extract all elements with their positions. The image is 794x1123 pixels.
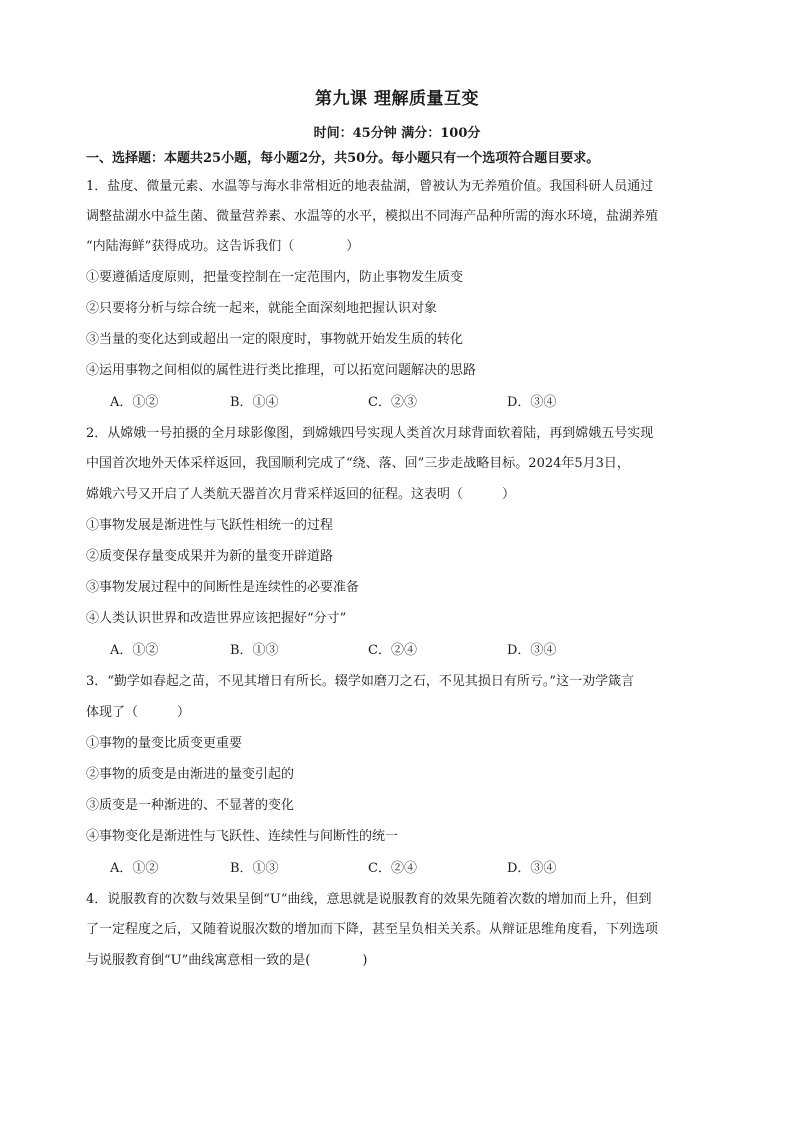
question-2-text: 嫦娥六号又开启了人类航天器首次月背采样返回的征程。这表明（ ） xyxy=(86,487,516,502)
question-3-text: 3．“勤学如春起之苗，不见其增日有所长。辍学如磨刀之石，不见其损日有所亏。”这一劝学箴言 xyxy=(86,674,635,689)
question-1-statement: ③当量的变化达到或超出一定的限度时，事物就开始发生质的转化 xyxy=(86,332,464,347)
exam-info: 时间：45分钟 满分：100分 xyxy=(313,126,481,141)
question-2-option-d: D．③④ xyxy=(507,643,557,658)
question-3-statement: ①事物的量变比质变更重要 xyxy=(86,736,243,751)
question-3-text: 体现了（ ） xyxy=(86,705,191,720)
question-3-option-c: C．②④ xyxy=(368,861,417,876)
question-1-statement: ④运用事物之间相似的属性进行类比推理，可以拓宽问题解决的思路 xyxy=(86,363,477,378)
question-1-text: “内陆海鲜”获得成功。这告诉我们（ ） xyxy=(86,239,360,254)
question-2-option-b: B．①③ xyxy=(230,643,279,658)
question-2-statement: ①事物发展是渐进性与飞跃性相统一的过程 xyxy=(86,518,334,533)
question-1-option-c: C．②③ xyxy=(368,395,417,410)
question-4-text: 了一定程度之后，又随着说服次数的增加而下降，甚至呈负相关关系。从辩证思维角度看，下列选项 xyxy=(86,922,659,937)
question-2-statement: ③事物发展过程中的间断性是连续性的必要准备 xyxy=(86,580,360,595)
question-3-statement: ②事物的质变是由渐进的量变引起的 xyxy=(86,767,295,782)
question-1-option-d: D．③④ xyxy=(507,395,557,410)
question-2-statement: ④人类认识世界和改造世界应该把握好“分寸” xyxy=(86,611,347,626)
question-3-option-b: B．①③ xyxy=(230,861,279,876)
question-1-statement: ②只要将分析与综合统一起来，就能全面深刻地把握认识对象 xyxy=(86,301,438,316)
question-1-statement: ①要遵循适度原则，把量变控制在一定范围内，防止事物发生质变 xyxy=(86,270,464,285)
question-4-text: 与说服教育倒“U”曲线寓意相一致的是( ) xyxy=(86,953,368,968)
question-2-text: 2．从嫦娥一号拍摄的全月球影像图，到嫦娥四号实现人类首次月球背面软着陆，再到嫦娥五号实现 xyxy=(86,426,654,441)
question-3-option-a: A．①② xyxy=(110,861,159,876)
question-4-text: 4．说服教育的次数与效果呈倒“U”曲线，意思就是说服教育的效果先随着次数的增加而上升，但到 xyxy=(86,892,652,907)
page-title: 第九课 理解质量互变 xyxy=(315,89,479,109)
question-3-statement: ③质变是一种渐进的、不显著的变化 xyxy=(86,798,295,813)
section-heading: 一、选择题：本题共25小题，每小题2分，共50分。每小题只有一个选项符合题目要求。 xyxy=(86,151,600,166)
question-2-text: 中国首次地外天体采样返回，我国顺利完成了“绕、落、回”三步走战略目标。2024年5月3日， xyxy=(86,456,630,471)
question-1-text: 1．盐度、微量元素、水温等与海水非常相近的地表盐湖，曾被认为无养殖价值。我国科研人员通过 xyxy=(86,179,654,194)
question-1-text: 调整盐湖水中益生菌、微量营养素、水温等的水平，模拟出不同海产品种所需的海水环境，盐湖养殖 xyxy=(86,209,659,224)
question-1-option-b: B．①④ xyxy=(230,395,279,410)
question-2-statement: ②质变保存量变成果并为新的量变开辟道路 xyxy=(86,549,334,564)
question-3-option-d: D．③④ xyxy=(507,861,557,876)
question-1-option-a: A．①② xyxy=(110,395,159,410)
question-2-option-c: C．②④ xyxy=(368,643,417,658)
question-3-statement: ④事物变化是渐进性与飞跃性、连续性与间断性的统一 xyxy=(86,829,399,844)
question-2-option-a: A．①② xyxy=(110,643,159,658)
